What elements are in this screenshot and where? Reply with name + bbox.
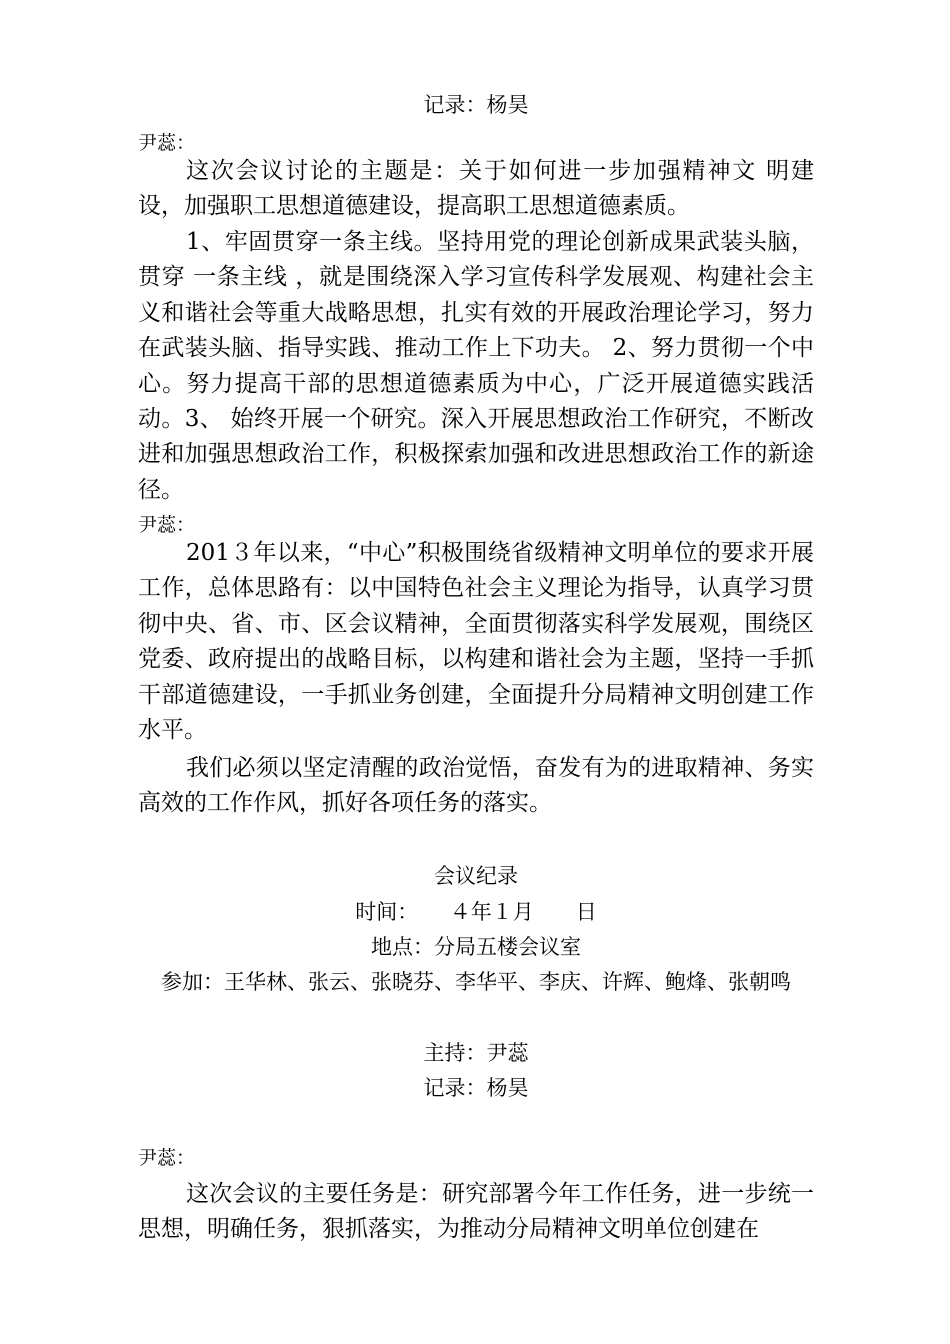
speaker-label: 尹蕊：: [138, 514, 196, 536]
paragraph-conclusion: 我们必须以坚定清醒的政治觉悟，奋发有为的进取精神、务实高效的工作作风，抓好各项任务的落实。: [138, 755, 814, 817]
paragraph-meeting-theme: 这次会议讨论的主题是：关于如何进一步加强精神文 明建设，加强职工思想道德建设，提高职工思想道德素质。: [138, 158, 814, 220]
paragraph-main-task: 这次会议的主要任务是：研究部署今年工作任务，进一步统一思想，明确任务，狠抓落实，为推动分局精神文明单位创建在: [138, 1181, 814, 1243]
recorder-line-top: 记录：杨昊: [423, 93, 529, 117]
paragraph-work-points: 1、牢固贯穿一条主线。坚持用党的理论创新成果武装头脑，贯穿 一条主线 ，就是围绕深入学习宣传科学发展观、构建社会主义和谐社会等重大战略思想，扎实有效的开展政治理论学习，努力在武装头脑、指导实践、推动工作上下功夫。 2、努力贯彻一个中心。努力提高干部的思想道德素质为中心，广泛开展道德实践活动。3、 始终开展一个研究。深入开展思想政治工作研究，不断改进和加强思想政治工作，积极探索加强和改进思想政治工作的新途径。: [138, 229, 814, 503]
meeting-recorder: 记录：杨昊: [423, 1076, 529, 1100]
paragraph-work-summary: 201３年以来，“中心”积极围绕省级精神文明单位的要求开展工作，总体思路有：以中国特色社会主义理论为指导，认真学习贯彻中央、省、市、区会议精神，全面贯彻落实科学发展观，围绕区党委、政府提出的战略目标，以构建和谐社会为主题，坚持一手抓干部道德建设，一手抓业务创建，全面提升分局精神文明创建工作水平。: [138, 540, 814, 744]
meeting-record-title: 会议纪录: [434, 864, 518, 888]
speaker-label: 尹蕊：: [138, 132, 196, 154]
meeting-time: 时间： ４年１月 日: [355, 900, 597, 924]
meeting-host: 主持：尹蕊: [423, 1041, 529, 1065]
speaker-label: 尹蕊：: [138, 1147, 196, 1169]
meeting-attendees: 参加：王华林、张云、张晓芬、李华平、李庆、许辉、鲍烽、张朝鸣: [161, 970, 791, 994]
meeting-place: 地点：分局五楼会议室: [371, 935, 581, 959]
